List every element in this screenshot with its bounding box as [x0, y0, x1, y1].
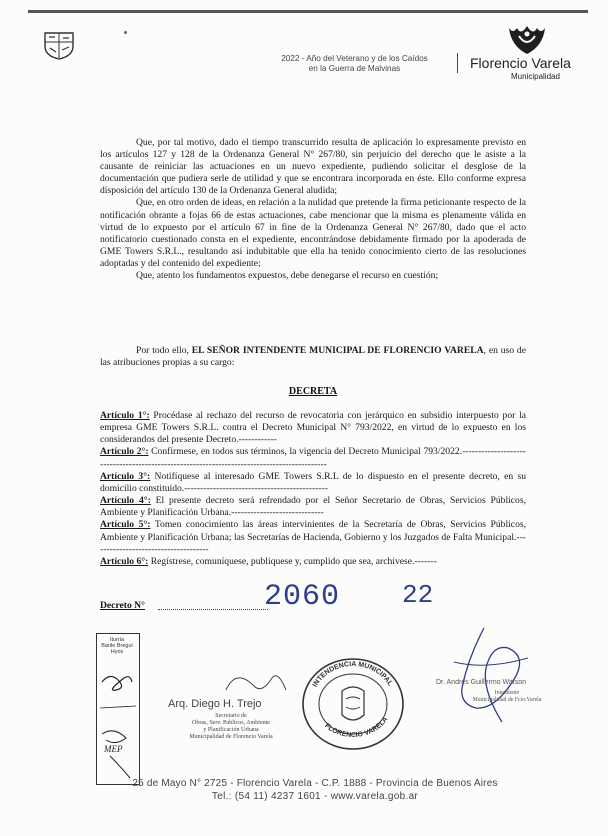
article-text: Tomen conocimiento las áreas intervinientes de la Secretaría de Obras, Servicios Públicos, Ambiente y Planificación Urbana; las Secretarías de Hacienda, Gobierno y los Juzgados de Falta Municipal.-------------------------------------: [100, 519, 526, 555]
article-text: El presente decreto será refrendado por el Señor Secretario de Obras, Servicios Públicos, Ambiente y Planificación Urbana.-----------------------------: [100, 495, 526, 519]
role-line: y Planificación Urbana: [203, 727, 259, 733]
resolution-intro: [100, 345, 526, 369]
seal-bottom-text: FLORENCIO VARELA: [323, 715, 390, 740]
svg-text:INTENDENCIA MUNICIPAL: [312, 661, 394, 688]
initials-line1: Iturria: [109, 637, 125, 643]
article-label: Artículo 1°:: [100, 410, 150, 421]
signatory-1-role: [176, 713, 286, 741]
article-3: [100, 471, 526, 495]
intendente-title: EL SEÑOR INTENDENTE MUNICIPAL DE FLORENCIO VARELA: [191, 345, 484, 356]
footer-address: 25 de Mayo N° 2725 - Florencio Varela - C.P. 1888 - Provincia de Buenos Aires: [132, 778, 498, 789]
decree-number-stamp: 2060: [264, 580, 341, 614]
signatory-1-name: Arq. Diego H. Trejo: [168, 698, 262, 710]
tagline-line2: en la Guerra de Malvinas: [308, 64, 401, 73]
decree-year-stamp: 22: [402, 580, 434, 610]
seal-top-text: INTENDENCIA MUNICIPAL: [311, 660, 394, 689]
role-line: Secretario de: [215, 713, 247, 719]
header-separator: [457, 53, 458, 73]
article-label: Artículo 5°:: [100, 519, 151, 531]
article-text: Procédase al rechazo del recurso de revocatoria con jerárquico en subsidio interpuesto por la empresa GME Towers S.R.L. contra el Decreto Municipal N° 793/2022, en virtud de lo expuesto en los considerandos del presente Decreto.------------: [100, 410, 526, 446]
article-label: Artículo 2°:: [100, 446, 149, 458]
article-1: [100, 410, 526, 446]
paragraph-2: Que, en otro orden de ideas, en relación a la nulidad que pretende la firma peticionante respecto de la notificación obrante a fojas 66 de estas actuaciones, cabe mencionar que la misma es plenamente válida en virtud de lo expuesto por el artículo 67 in fine de la Ordenanza General N° 267/80, dado que el acto notificatorio cuestionado consta en el expediente, encontrándose debidamente firmado por la apoderada de GME Towers S.R.L., resultando así indubitable que ella ha tenido conocimiento cierto de las resoluciones adoptadas y del contenido del expediente;: [100, 197, 526, 269]
article-4: [100, 495, 526, 519]
intro-prefix: Por todo ello,: [136, 345, 192, 356]
paragraph-1: Que, por tal motivo, dado el tiempo transcurrido resulta de aplicación lo expresamente previsto en los artículos 127 y 128 de la Ordenanza General N° 267/80, sin perjuicio del derecho que le asiste a la causante de reiniciar las actuaciones en un nuevo expediente, pudiendo solicitar el desglose de la documentación que pudiera serle de utilidad y que se encontrara incorporada en éste. Ello conforme expresa disposición del artículo 130 de la Ordenanza General aludida;: [100, 137, 526, 197]
brand-name: Florencio Varela: [470, 55, 571, 71]
decreto-dotted-line: [158, 609, 268, 610]
article-text: Notifíquese al interesado GME Towers S.R.L de lo dispuesto en el presente decreto, en su domicilio constituido.---------------------------------------------: [100, 470, 526, 494]
article-label: Artículo 3°:: [100, 470, 151, 482]
article-5: [100, 519, 526, 555]
signatory-2-name: Dr. Andrés Guillermo Watson: [436, 679, 526, 686]
coat-of-arms-icon: [42, 30, 76, 60]
florencio-varela-logo-icon: [505, 22, 549, 56]
role-line: Intendente: [494, 690, 520, 696]
article-6: [100, 556, 526, 568]
signature-watson-icon: [446, 618, 536, 728]
role-line: Municipalidad de Fcio.Varela: [472, 697, 542, 703]
handwritten-mep: MEP: [104, 744, 123, 754]
role-line: Obras, Serv. Publicos, Ambiente: [192, 720, 270, 726]
speck: [124, 31, 127, 34]
brand-subtitle: Municipalidad: [511, 72, 560, 81]
article-label: Artículo 6°:: [100, 555, 149, 567]
top-rule: [28, 10, 588, 13]
paragraph-4: [100, 345, 526, 369]
considerandos: [100, 137, 526, 282]
decreta-title: DECRETA: [288, 386, 338, 397]
articles-block: [100, 410, 526, 568]
intro-suffix: , en uso de las atribuciones propias a su cargo:: [100, 345, 526, 369]
footer-contact: Tel.: (54 11) 4237 1601 - www.varela.gob.ar: [211, 791, 419, 802]
initials-line3: Hyos: [110, 649, 124, 655]
article-2: [100, 446, 526, 470]
handwritten-initials-icon: [96, 668, 140, 788]
role-line: Municipalidad de Florencio Varela: [189, 734, 273, 740]
paragraph-3: Que, atento los fundamentos expuestos, debe denegarse el recurso en cuestión;: [136, 270, 439, 282]
initials-line2: Barile Bregui: [101, 643, 133, 649]
header-tagline: [262, 54, 447, 74]
municipal-seal-icon: [298, 655, 408, 753]
tagline-line1: 2022 - Año del Veterano y de los Caídos: [281, 54, 428, 63]
initials-box-text: [98, 637, 136, 655]
article-label: Artículo 4°:: [100, 495, 151, 507]
signatory-2-role: [452, 690, 562, 704]
article-text: Regístrese, comuníquese, publíquese y, cumplido que sea, archívese.-------: [148, 555, 437, 567]
decreto-number-label: Decreto N°: [100, 600, 145, 611]
article-text: Confírmese, en todos sus términos, la vigencia del Decreto Municipal 793/2022.-------------------------------------------------------------------------------------------: [100, 446, 526, 470]
